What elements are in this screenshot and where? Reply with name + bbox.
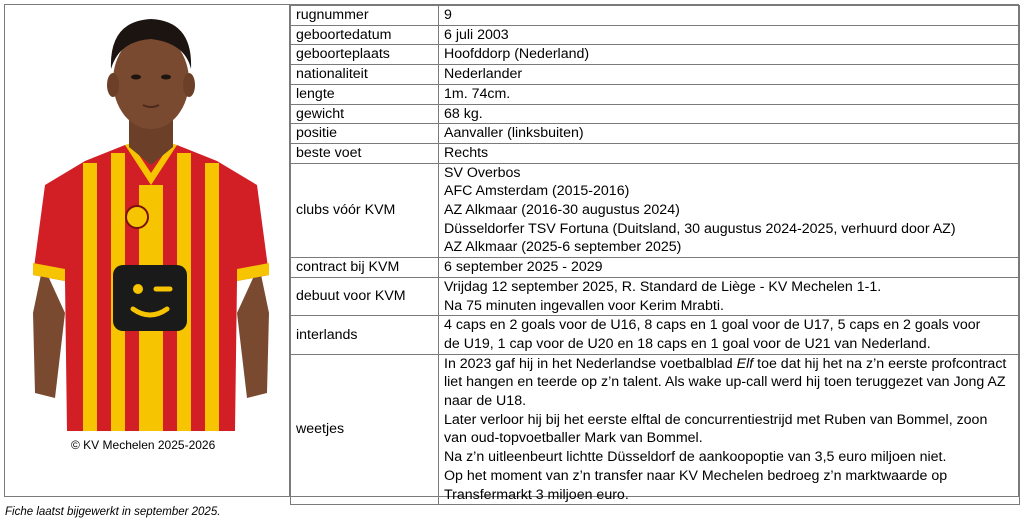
row-value: 6 juli 2003 <box>439 25 1020 45</box>
table-row <box>291 104 1020 124</box>
magazine-name: Elf <box>736 355 754 372</box>
row-label: clubs vóór KVM <box>291 163 439 258</box>
table-row <box>291 65 1020 85</box>
fact-paragraph: Later verloor hij bij het eerste elftal de concurrentiestrijd met Ruben van Bommel, zoon van oud-topvoetballer Mark van Bommel. <box>444 411 988 447</box>
table-row <box>291 163 1020 258</box>
row-value: Aanvaller (linksbuiten) <box>439 124 1020 144</box>
row-label: interlands <box>291 316 439 354</box>
row-value: 68 kg. <box>439 104 1020 124</box>
player-photo <box>25 13 277 435</box>
row-value <box>439 316 1020 354</box>
row-label: lengte <box>291 84 439 104</box>
table-row <box>291 84 1020 104</box>
table-row <box>291 316 1020 354</box>
player-fiche <box>4 4 1019 503</box>
row-label: beste voet <box>291 143 439 163</box>
interland-line: de U19, 1 cap voor de U20 en 18 caps en 1 goal voor de U21 van Nederland. <box>444 335 931 352</box>
table-row <box>291 45 1020 65</box>
fact-paragraph <box>444 355 1014 411</box>
fact-text: In 2023 gaf hij in het Nederlandse voetbalblad <box>444 355 737 372</box>
fact-paragraph: Op het moment van z’n transfer naar KV Mechelen bedroeg z’n marktwaarde op Transfermarkt 3 miljoen euro. <box>444 467 948 503</box>
row-label: nationaliteit <box>291 65 439 85</box>
row-value: Hoofddorp (Nederland) <box>439 45 1020 65</box>
club-line: Düsseldorfer TSV Fortuna (Duitsland, 30 augustus 2024-2025, verhuurd door AZ) <box>444 220 956 237</box>
row-label: geboortedatum <box>291 25 439 45</box>
club-line: AFC Amsterdam (2015-2016) <box>444 183 630 200</box>
row-label: debuut voor KVM <box>291 277 439 315</box>
row-label: gewicht <box>291 104 439 124</box>
debut-line: Vrijdag 12 september 2025, R. Standard de Liège - KV Mechelen 1-1. <box>444 278 882 295</box>
fact-paragraph: Na z’n uitleenbeurt lichtte Düsseldorf de aankoopoptie van 3,5 euro miljoen niet. <box>444 449 947 466</box>
photo-copyright: © KV Mechelen 2025-2026 <box>71 438 216 452</box>
row-label: positie <box>291 124 439 144</box>
row-value <box>439 277 1020 315</box>
player-info-table <box>290 5 1020 505</box>
row-value: Rechts <box>439 143 1020 163</box>
row-value: 6 september 2025 - 2029 <box>439 258 1020 278</box>
club-line: AZ Alkmaar (2025-6 september 2025) <box>444 239 682 256</box>
table-row <box>291 6 1020 26</box>
row-value: 9 <box>439 6 1020 26</box>
update-footnote: Fiche laatst bijgewerkt in september 2025. <box>5 506 221 518</box>
row-label: rugnummer <box>291 6 439 26</box>
row-value: 1m. 74cm. <box>439 84 1020 104</box>
table-row <box>291 277 1020 315</box>
table-row <box>291 25 1020 45</box>
row-value <box>439 354 1020 505</box>
table-row <box>291 124 1020 144</box>
table-row <box>291 354 1020 505</box>
photo-cell <box>5 5 290 496</box>
table-row <box>291 143 1020 163</box>
club-line: AZ Alkmaar (2016-30 augustus 2024) <box>444 202 680 219</box>
table-row <box>291 258 1020 278</box>
fact-text: toe dat hij het na z’n eerste profcontract liet hangen en teerde op z’n talent. Als wake up-call werd hij toen teruggezet van Jong AZ naar de U18. <box>444 355 1007 410</box>
club-line: SV Overbos <box>444 164 521 181</box>
row-value <box>439 163 1020 258</box>
row-value: Nederlander <box>439 65 1020 85</box>
row-label: weetjes <box>291 354 439 505</box>
row-label: contract bij KVM <box>291 258 439 278</box>
interland-line: 4 caps en 2 goals voor de U16, 8 caps en 1 goal voor de U17, 5 caps en 2 goals voor <box>444 317 981 334</box>
debut-line: Na 75 minuten ingevallen voor Kerim Mrabti. <box>444 297 724 314</box>
row-label: geboorteplaats <box>291 45 439 65</box>
